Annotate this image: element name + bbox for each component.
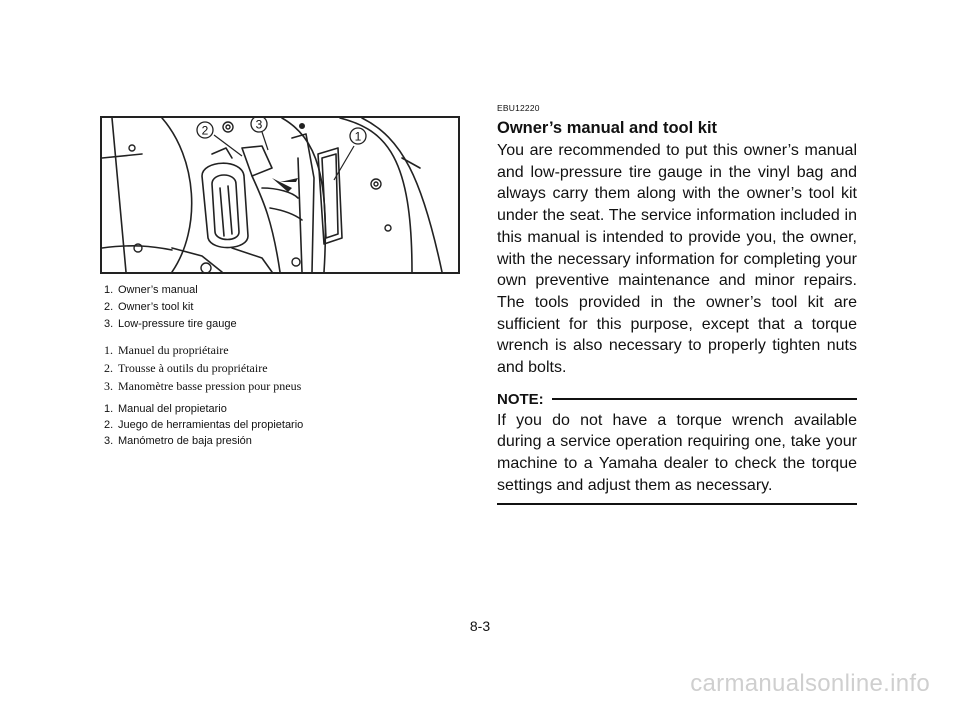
caption-number: 2.: [104, 301, 114, 313]
note-header: [497, 391, 857, 408]
caption-item: [104, 433, 464, 449]
callout-1-label: 1: [354, 129, 362, 144]
under-seat-illustration: [100, 116, 460, 274]
caption-item: [104, 401, 464, 417]
caption-number: 2.: [104, 419, 114, 431]
caption-list-french: [104, 341, 464, 395]
caption-number: 1.: [104, 343, 113, 357]
caption-number: 3.: [104, 318, 114, 330]
caption-text: Manomètre basse pression pour pneus: [118, 379, 302, 393]
note-end-rule: [497, 503, 857, 505]
caption-text: Manuel du propriétaire: [118, 343, 229, 357]
caption-item: [104, 359, 464, 377]
page-number: 8-3: [469, 618, 491, 634]
section-owners-manual: [497, 103, 857, 505]
note-rule: [552, 398, 857, 400]
caption-text: Manual del propietario: [118, 403, 227, 415]
caption-number: 3.: [104, 379, 113, 393]
caption-number: 2.: [104, 361, 113, 375]
caption-item: [104, 377, 464, 395]
caption-list-english: [104, 282, 464, 333]
section-code: EBU12220: [497, 103, 540, 113]
caption-text: Juego de herramientas del propietario: [118, 419, 304, 431]
callout-3-label: 3: [255, 118, 263, 132]
caption-text: Manómetro de baja presión: [118, 435, 252, 447]
note-label: NOTE:: [497, 390, 544, 408]
caption-number: 3.: [104, 435, 114, 447]
section-body: You are recommended to put this owner’s manual and low-pressure tire gauge in the vinyl bag and always carry them along with the owner’s tool kit under the seat. The service information included in this manual is intended to provide you, the owner, with the necessary information for completing your own preventive maintenance and minor repairs. The tools provided in the owner’s tool kit are sufficient for this purpose, except that a torque wrench is also necessary to properly tighten nuts and bolts.: [497, 142, 857, 377]
watermark: carmanualsonline.info: [690, 670, 930, 697]
caption-number: 1.: [104, 403, 114, 415]
caption-item: [104, 341, 464, 359]
caption-text: Trousse à outils du propriétaire: [118, 361, 268, 375]
caption-list-spanish: [104, 401, 464, 449]
under-seat-drawing: [102, 118, 458, 272]
caption-item: [104, 282, 464, 299]
caption-number: 1.: [104, 284, 114, 296]
callout-2-label: 2: [201, 123, 209, 138]
caption-text: Owner’s tool kit: [118, 301, 194, 313]
caption-text: Low-pressure tire gauge: [118, 318, 237, 330]
caption-item: [104, 316, 464, 333]
caption-item: [104, 417, 464, 433]
note-text: If you do not have a torque wrench available during a service operation requiring one, take your machine to a Yamaha dealer to check the torque settings and adjust them as necessary.: [497, 411, 857, 494]
section-heading: Owner’s manual and tool kit: [497, 119, 718, 137]
caption-item: [104, 299, 464, 316]
caption-text: Owner’s manual: [118, 284, 198, 296]
